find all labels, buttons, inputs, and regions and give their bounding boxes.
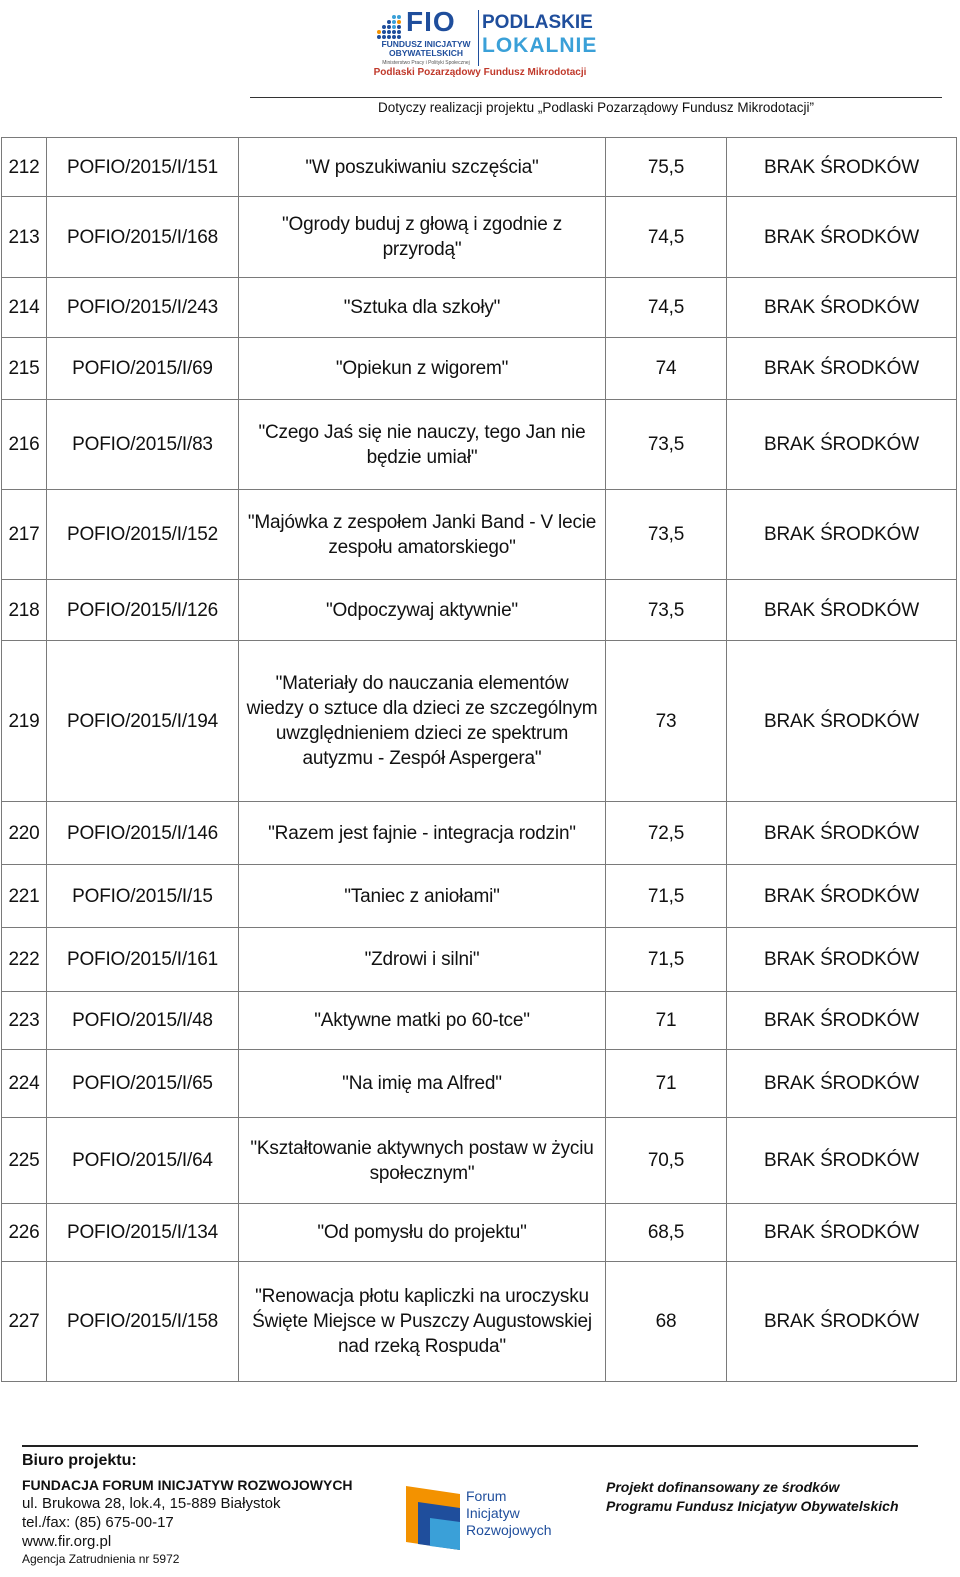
- fir-logo-icon: [404, 1484, 464, 1554]
- cell-status: BRAK ŚRODKÓW: [727, 197, 957, 278]
- cell-id: POFIO/2015/I/243: [47, 278, 239, 338]
- cell-no: 226: [2, 1204, 47, 1262]
- footer-foundation-name: FUNDACJA FORUM INICJATYW ROZWOJOWYCH: [22, 1477, 353, 1493]
- cell-title: "Materiały do nauczania elementów wiedzy o sztuce dla dzieci ze szczególnym uwzględnieniem dzieci ze spektrum autyzmu - Zespół Aspergera": [239, 641, 606, 802]
- cell-id: POFIO/2015/I/48: [47, 992, 239, 1050]
- table-row: [2, 802, 957, 865]
- cell-status: BRAK ŚRODKÓW: [727, 802, 957, 865]
- footer-contact: [22, 1452, 402, 1567]
- table-row: [2, 490, 957, 580]
- table-row: [2, 992, 957, 1050]
- cell-title: "Razem jest fajnie - integracja rodzin": [239, 802, 606, 865]
- cell-status: BRAK ŚRODKÓW: [727, 1050, 957, 1118]
- cell-status: BRAK ŚRODKÓW: [727, 992, 957, 1050]
- cell-status: BRAK ŚRODKÓW: [727, 865, 957, 928]
- cell-status: BRAK ŚRODKÓW: [727, 400, 957, 490]
- header-divider: [250, 97, 942, 98]
- fio-sub-line-3: Ministerstwo Pracy i Polityki Społecznej: [382, 60, 470, 66]
- cell-title: "W poszukiwaniu szczęścia": [239, 138, 606, 197]
- podlaskie-logo-text: PODLASKIE: [482, 12, 593, 33]
- cell-no: 222: [2, 928, 47, 992]
- table-row: [2, 1262, 957, 1382]
- cell-id: POFIO/2015/I/15: [47, 865, 239, 928]
- cell-no: 217: [2, 490, 47, 580]
- cell-no: 225: [2, 1118, 47, 1204]
- table-row: [2, 400, 957, 490]
- cell-title: "Odpoczywaj aktywnie": [239, 580, 606, 641]
- table-row: [2, 338, 957, 400]
- cell-no: 223: [2, 992, 47, 1050]
- cell-title: "Ogrody buduj z głową i zgodnie z przyrodą": [239, 197, 606, 278]
- cell-no: 227: [2, 1262, 47, 1382]
- cofinance-line-2: Programu Fundusz Inicjatyw Obywatelskich: [606, 1498, 899, 1514]
- cell-score: 73,5: [606, 400, 727, 490]
- cell-title: "Sztuka dla szkoły": [239, 278, 606, 338]
- fio-logo-text: FIO: [406, 6, 456, 37]
- cell-score: 70,5: [606, 1118, 727, 1204]
- cell-title: "Zdrowi i silni": [239, 928, 606, 992]
- cell-score: 73: [606, 641, 727, 802]
- cell-id: POFIO/2015/I/146: [47, 802, 239, 865]
- cell-id: POFIO/2015/I/151: [47, 138, 239, 197]
- logo-divider: [478, 10, 479, 66]
- cell-id: POFIO/2015/I/158: [47, 1262, 239, 1382]
- table-row: [2, 1118, 957, 1204]
- cell-score: 74: [606, 338, 727, 400]
- cell-status: BRAK ŚRODKÓW: [727, 1204, 957, 1262]
- fir-logo-line-2: Inicjatyw: [466, 1505, 520, 1521]
- cell-score: 74,5: [606, 197, 727, 278]
- fir-logo: [404, 1484, 554, 1554]
- footer-phone: tel./fax: (85) 675-00-17: [22, 1514, 174, 1531]
- footer-website-link[interactable]: www.fir.org.pl: [22, 1533, 112, 1550]
- cell-status: BRAK ŚRODKÓW: [727, 1262, 957, 1382]
- cell-score: 75,5: [606, 138, 727, 197]
- table-row: [2, 865, 957, 928]
- cell-no: 216: [2, 400, 47, 490]
- cell-no: 220: [2, 802, 47, 865]
- cell-score: 72,5: [606, 802, 727, 865]
- cell-id: POFIO/2015/I/69: [47, 338, 239, 400]
- cell-id: POFIO/2015/I/64: [47, 1118, 239, 1204]
- footer-cofinance-note: [606, 1478, 936, 1516]
- fir-logo-line-1: Forum: [466, 1488, 507, 1504]
- cofinance-line-1: Projekt dofinansowany ze środków: [606, 1479, 840, 1495]
- table-row: [2, 580, 957, 641]
- cell-status: BRAK ŚRODKÓW: [727, 641, 957, 802]
- fir-logo-line-3: Rozwojowych: [466, 1522, 552, 1538]
- cell-status: BRAK ŚRODKÓW: [727, 580, 957, 641]
- cell-score: 71,5: [606, 928, 727, 992]
- table-row: [2, 928, 957, 992]
- fir-logo-text: [466, 1488, 552, 1539]
- cell-title: "Czego Jaś się nie nauczy, tego Jan nie będzie umiał": [239, 400, 606, 490]
- cell-title: "Od pomysłu do projektu": [239, 1204, 606, 1262]
- cell-status: BRAK ŚRODKÓW: [727, 928, 957, 992]
- cell-no: 219: [2, 641, 47, 802]
- fio-sub-line-1: FUNDUSZ INICJATYW: [381, 39, 471, 49]
- table-row: [2, 1050, 957, 1118]
- fio-dots-icon: [376, 14, 402, 40]
- cell-score: 71: [606, 1050, 727, 1118]
- cell-id: POFIO/2015/I/161: [47, 928, 239, 992]
- fio-podlaskie-logo: [370, 6, 598, 82]
- cell-no: 224: [2, 1050, 47, 1118]
- header-subtitle: Dotyczy realizacji projektu „Podlaski Pozarządowy Fundusz Mikrodotacji”: [378, 100, 814, 115]
- results-table: [1, 137, 957, 1382]
- cell-id: POFIO/2015/I/134: [47, 1204, 239, 1262]
- fio-logo-subtitle: [378, 40, 474, 58]
- cell-no: 221: [2, 865, 47, 928]
- table-row: [2, 278, 957, 338]
- cell-score: 74,5: [606, 278, 727, 338]
- cell-status: BRAK ŚRODKÓW: [727, 338, 957, 400]
- cell-id: POFIO/2015/I/126: [47, 580, 239, 641]
- cell-status: BRAK ŚRODKÓW: [727, 138, 957, 197]
- cell-title: "Na imię ma Alfred": [239, 1050, 606, 1118]
- footer-divider: [22, 1445, 918, 1447]
- cell-id: POFIO/2015/I/83: [47, 400, 239, 490]
- footer-office-heading: Biuro projektu:: [22, 1452, 137, 1469]
- cell-no: 213: [2, 197, 47, 278]
- cell-status: BRAK ŚRODKÓW: [727, 278, 957, 338]
- cell-no: 212: [2, 138, 47, 197]
- cell-status: BRAK ŚRODKÓW: [727, 1118, 957, 1204]
- cell-title: "Kształtowanie aktywnych postaw w życiu społecznym": [239, 1118, 606, 1204]
- table-row: [2, 1204, 957, 1262]
- cell-no: 214: [2, 278, 47, 338]
- cell-no: 215: [2, 338, 47, 400]
- cell-title: "Renowacja płotu kapliczki na uroczysku Święte Miejsce w Puszczy Augustowskiej nad rzeką Rospuda": [239, 1262, 606, 1382]
- table-row: [2, 138, 957, 197]
- cell-no: 218: [2, 580, 47, 641]
- cell-status: BRAK ŚRODKÓW: [727, 490, 957, 580]
- cell-id: POFIO/2015/I/194: [47, 641, 239, 802]
- cell-score: 68,5: [606, 1204, 727, 1262]
- lokalnie-logo-text: LOKALNIE: [482, 34, 598, 57]
- cell-id: POFIO/2015/I/168: [47, 197, 239, 278]
- cell-score: 68: [606, 1262, 727, 1382]
- table-row: [2, 197, 957, 278]
- logo-tagline: Podlaski Pozarządowy Fundusz Mikrodotacji: [373, 67, 587, 78]
- table-row: [2, 641, 957, 802]
- cell-score: 71,5: [606, 865, 727, 928]
- cell-score: 73,5: [606, 580, 727, 641]
- cell-title: "Majówka z zespołem Janki Band - V lecie zespołu amatorskiego": [239, 490, 606, 580]
- fio-sub-line-2: OBYWATELSKICH: [389, 48, 463, 58]
- cell-title: "Opiekun z wigorem": [239, 338, 606, 400]
- cell-title: "Taniec z aniołami": [239, 865, 606, 928]
- cell-id: POFIO/2015/I/152: [47, 490, 239, 580]
- footer-agency-number: Agencja Zatrudnienia nr 5972: [22, 1552, 180, 1566]
- cell-title: "Aktywne matki po 60-tce": [239, 992, 606, 1050]
- cell-id: POFIO/2015/I/65: [47, 1050, 239, 1118]
- cell-score: 71: [606, 992, 727, 1050]
- footer-address: ul. Brukowa 28, lok.4, 15-889 Białystok: [22, 1495, 281, 1512]
- cell-score: 73,5: [606, 490, 727, 580]
